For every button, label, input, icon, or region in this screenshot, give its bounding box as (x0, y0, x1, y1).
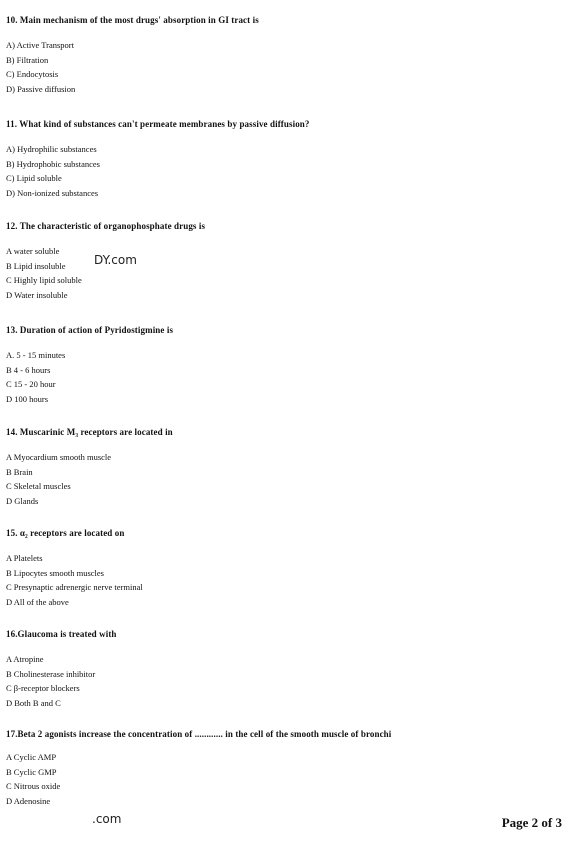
option-a: A water soluble (6, 246, 60, 256)
option-c: C Skeletal muscles (6, 481, 71, 491)
options-list (6, 750, 506, 808)
option-b: B) Hydrophobic substances (6, 158, 100, 169)
options-list (6, 38, 566, 96)
option-c: C) Lipid soluble (6, 173, 62, 183)
option-a: A Cyclic AMP (6, 752, 57, 762)
options-list (6, 450, 566, 508)
option-a: A Atropine (6, 654, 44, 664)
option-b: B Cholinesterase inhibitor (6, 668, 96, 679)
option-c: C Highly lipid soluble (6, 275, 82, 285)
option-c: C Nitrous oxide (6, 781, 61, 791)
question-17 (6, 728, 506, 808)
question-title: 17.Beta 2 agonists increase the concentration of ............ in the cell of the smooth muscle of bronchi (6, 729, 392, 739)
option-d: D) Non-ionized substances (6, 187, 99, 198)
question-13 (6, 324, 566, 406)
question-title: 14. Muscarinic M₃ receptors are located in (6, 427, 173, 437)
question-12 (6, 220, 566, 302)
options-list (6, 652, 566, 710)
option-c: C) Endocytosis (6, 69, 59, 79)
options-list (6, 551, 566, 609)
option-a: A) Hydrophilic substances (6, 144, 97, 154)
question-10 (6, 14, 566, 96)
option-b: B Lipocytes smooth muscles (6, 567, 104, 578)
option-c: C Presynaptic adrenergic nerve terminal (6, 582, 143, 592)
option-d: D Both B and C (6, 697, 61, 708)
question-11 (6, 118, 566, 200)
option-a: A) Active Transport (6, 40, 74, 50)
option-c: C β-receptor blockers (6, 683, 80, 693)
option-b: B) Filtration (6, 54, 49, 65)
question-14 (6, 426, 566, 508)
option-b: B 4 - 6 hours (6, 364, 51, 375)
watermark-top: DY.com (94, 253, 137, 267)
option-d: D Water insoluble (6, 289, 68, 300)
option-a: A. 5 - 15 minutes (6, 350, 66, 360)
option-b: B Cyclic GMP (6, 766, 57, 777)
question-title: 13. Duration of action of Pyridostigmine is (6, 325, 174, 335)
option-b: B Brain (6, 466, 33, 477)
question-title: 16.Glaucoma is treated with (6, 629, 117, 639)
question-15 (6, 527, 566, 609)
option-d: D Adenosine (6, 795, 51, 806)
question-16 (6, 628, 566, 710)
option-a: A Myocardium smooth muscle (6, 452, 112, 462)
question-title: 12. The characteristic of organophosphate drugs is (6, 221, 206, 231)
page-number: Page 2 of 3 (501, 815, 562, 830)
option-d: D All of the above (6, 596, 69, 607)
option-d: D) Passive diffusion (6, 83, 76, 94)
option-d: D Glands (6, 495, 39, 506)
option-d: D 100 hours (6, 393, 49, 404)
options-list (6, 348, 566, 406)
question-title: 10. Main mechanism of the most drugs' absorption in GI tract is (6, 15, 259, 25)
option-a: A Platelets (6, 553, 43, 563)
watermark-bottom: .com (92, 812, 122, 826)
question-title: 11. What kind of substances can't permeate membranes by passive diffusion? (6, 119, 310, 129)
options-list (6, 244, 566, 302)
option-c: C 15 - 20 hour (6, 379, 56, 389)
question-title: 15. α₂ receptors are located on (6, 528, 125, 538)
option-b: B Lipid insoluble (6, 260, 66, 271)
options-list (6, 142, 566, 200)
